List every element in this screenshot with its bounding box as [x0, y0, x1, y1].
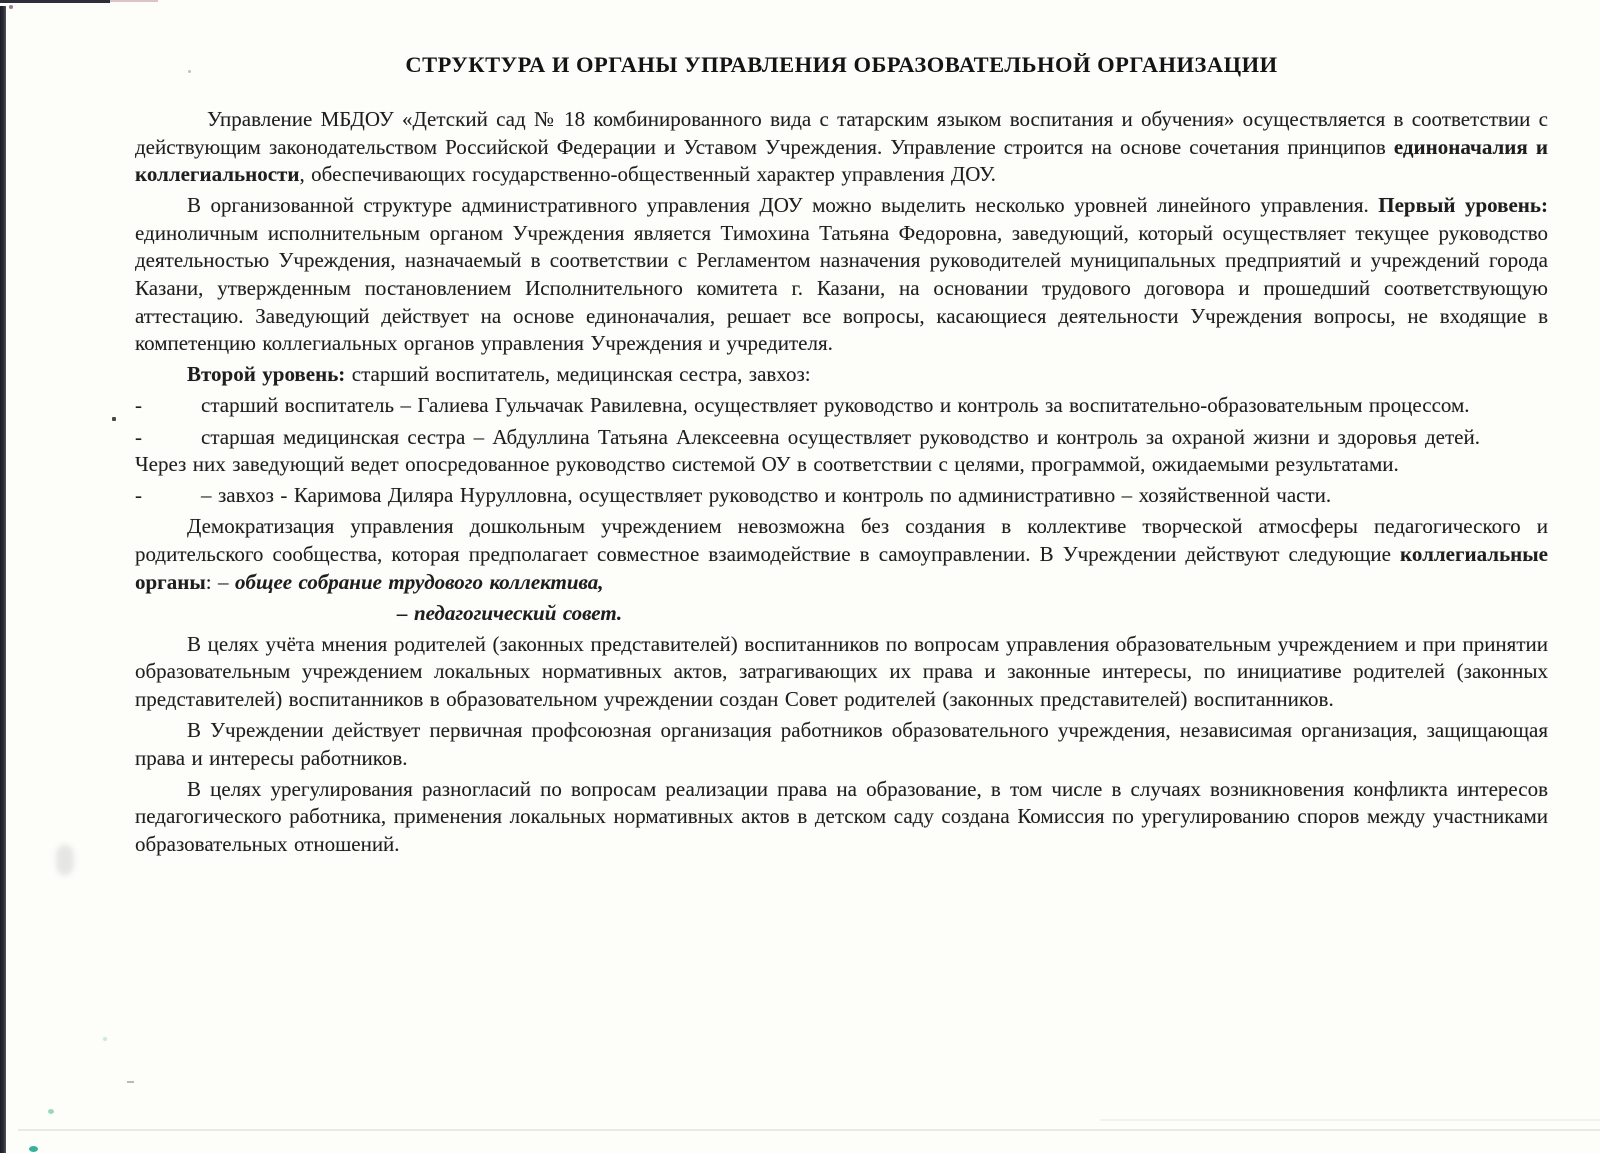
scan-speck	[103, 1037, 107, 1041]
collegial-bodies-label: коллегиальные органы	[135, 541, 1548, 594]
list-item-text: старшая медицинская сестра – Абдуллина Татьяна Алексеевна осуществляет руководство и контроль за охраной жизни и здоровья детей.	[201, 424, 1480, 449]
scan-speck	[127, 1081, 134, 1083]
scan-fold-line	[18, 1129, 1600, 1131]
paragraph-structure-levels	[135, 192, 1548, 358]
paragraph-text: старший воспитатель, медицинская сестра, завхоз:	[345, 362, 811, 387]
paragraph-bold-text: единоначалия и коллегиальности	[135, 134, 1548, 187]
scan-speck	[29, 1146, 38, 1152]
paragraph-second-level	[135, 361, 1548, 389]
second-level-label: Второй уровень:	[187, 362, 346, 387]
document-title: СТРУКТУРА И ОРГАНЫ УПРАВЛЕНИЯ ОБРАЗОВАТЕЛЬНОЙ ОРГАНИЗАЦИИ	[405, 52, 1278, 77]
paragraph-management	[135, 106, 1548, 189]
scan-fold-line-faint	[1100, 1119, 1600, 1121]
collegial-body-pedagogical-council	[135, 600, 1548, 628]
paragraph-text: В Учреждении действует первичная профсоюзная организация работников образовательного учреждения, независимая организация, защищающая права и интересы работников.	[135, 717, 1548, 770]
paragraph-text: : –	[205, 569, 235, 594]
paragraph-text: В целях урегулирования разногласий по вопросам реализации права на образование, в том числе в случаях возникновения конфликта интересов педагогического работника, применения локальных нормативных актов в детском саду создана Комиссия по урегулированию споров между участниками образовательных отношений.	[135, 776, 1548, 856]
scan-edge-top	[0, 0, 110, 3]
scan-speck	[9, 5, 13, 9]
paragraph-bold-italic-text: – педагогический совет.	[397, 600, 623, 625]
list-dash-marker: -	[135, 483, 142, 508]
collegial-body-general-meeting: общее собрание трудового коллектива,	[234, 569, 604, 594]
list-dash-marker: -	[135, 424, 142, 449]
paragraph-text: Управление МБДОУ «Детский сад № 18 комбинированного вида с татарским языком воспитания и обучения» осуществляется в соответствии с действующим законодательством Российской Федерации и Уставом Учреждения. Управление строится на основе сочетания принципов	[135, 107, 1548, 159]
scan-edge-top-tint	[110, 0, 158, 2]
paragraph-democratization	[135, 513, 1548, 596]
list-item-text: старший воспитатель – Галиева Гульчачак Равилевна, осуществляет руководство и контроль за воспитательно-образовательным процессом.	[201, 393, 1470, 418]
list-item-text: – завхоз - Каримова Диляра Нурулловна, осуществляет руководство и контроль по административно – хозяйственной части.	[201, 483, 1332, 508]
list-item-nurse	[135, 424, 1548, 479]
paragraph-parents-council	[135, 631, 1548, 714]
scan-speck	[112, 417, 116, 421]
scan-speck	[48, 1109, 54, 1114]
first-level-label: Первый уровень:	[1378, 193, 1549, 218]
list-item-zavkhoz	[135, 482, 1548, 510]
list-item-text: Через них заведующий ведет опосредованное руководство системой ОУ в соответствии с целями, программой, ожидаемыми результатами.	[135, 452, 1399, 477]
list-dash-marker: -	[135, 393, 142, 418]
paragraph-text: В целях учёта мнения родителей (законных представителей) воспитанников по вопросам управления образовательным учреждением и при принятии образовательным учреждением локальных нормативных актов, затрагивающих их права и законные интересы, по инициативе родителей (законных представителей) воспитанников в образовательном учреждении создан Совет родителей (законных представителей) воспитанников.	[135, 631, 1548, 711]
paragraph-trade-union	[135, 717, 1548, 772]
paragraph-text: , обеспечивающих государственно-общественный характер управления ДОУ.	[299, 162, 996, 187]
scan-edge-left	[0, 6, 6, 1153]
paragraph-text: Демократизация управления дошкольным учреждением невозможна без создания в коллективе творческой атмосферы педагогического и родительского сообщества, которая предполагает совместное взаимодействие в самоуправлении. В Учреждении действуют следующие	[135, 514, 1548, 566]
list-item-senior-teacher	[135, 392, 1548, 420]
document-content	[135, 50, 1548, 862]
scan-smudge	[56, 845, 74, 875]
paragraph-dispute-commission	[135, 776, 1548, 859]
paragraph-text: В организованной структуре административного управления ДОУ можно выделить несколько уровней линейного управления.	[187, 193, 1379, 218]
paragraph-text: единоличным исполнительным органом Учреждения является Тимохина Татьяна Федоровна, заведующий, который осуществляет текущее руководство деятельностью Учреждения, назначаемый в соответствии с Регламентом назначения руководителей муниципальных предприятий и учреждений города Казани, утвержденным постановлением Исполнительного комитета г. Казани, на основании трудового договора и прошедший соответствующую аттестацию. Заведующий действует на основе единоначалия, решает все вопросы, касающиеся деятельности Учреждения вопросы, не входящие в компетенцию коллегиальных органов управления Учреждения и учредителя.	[135, 220, 1548, 356]
